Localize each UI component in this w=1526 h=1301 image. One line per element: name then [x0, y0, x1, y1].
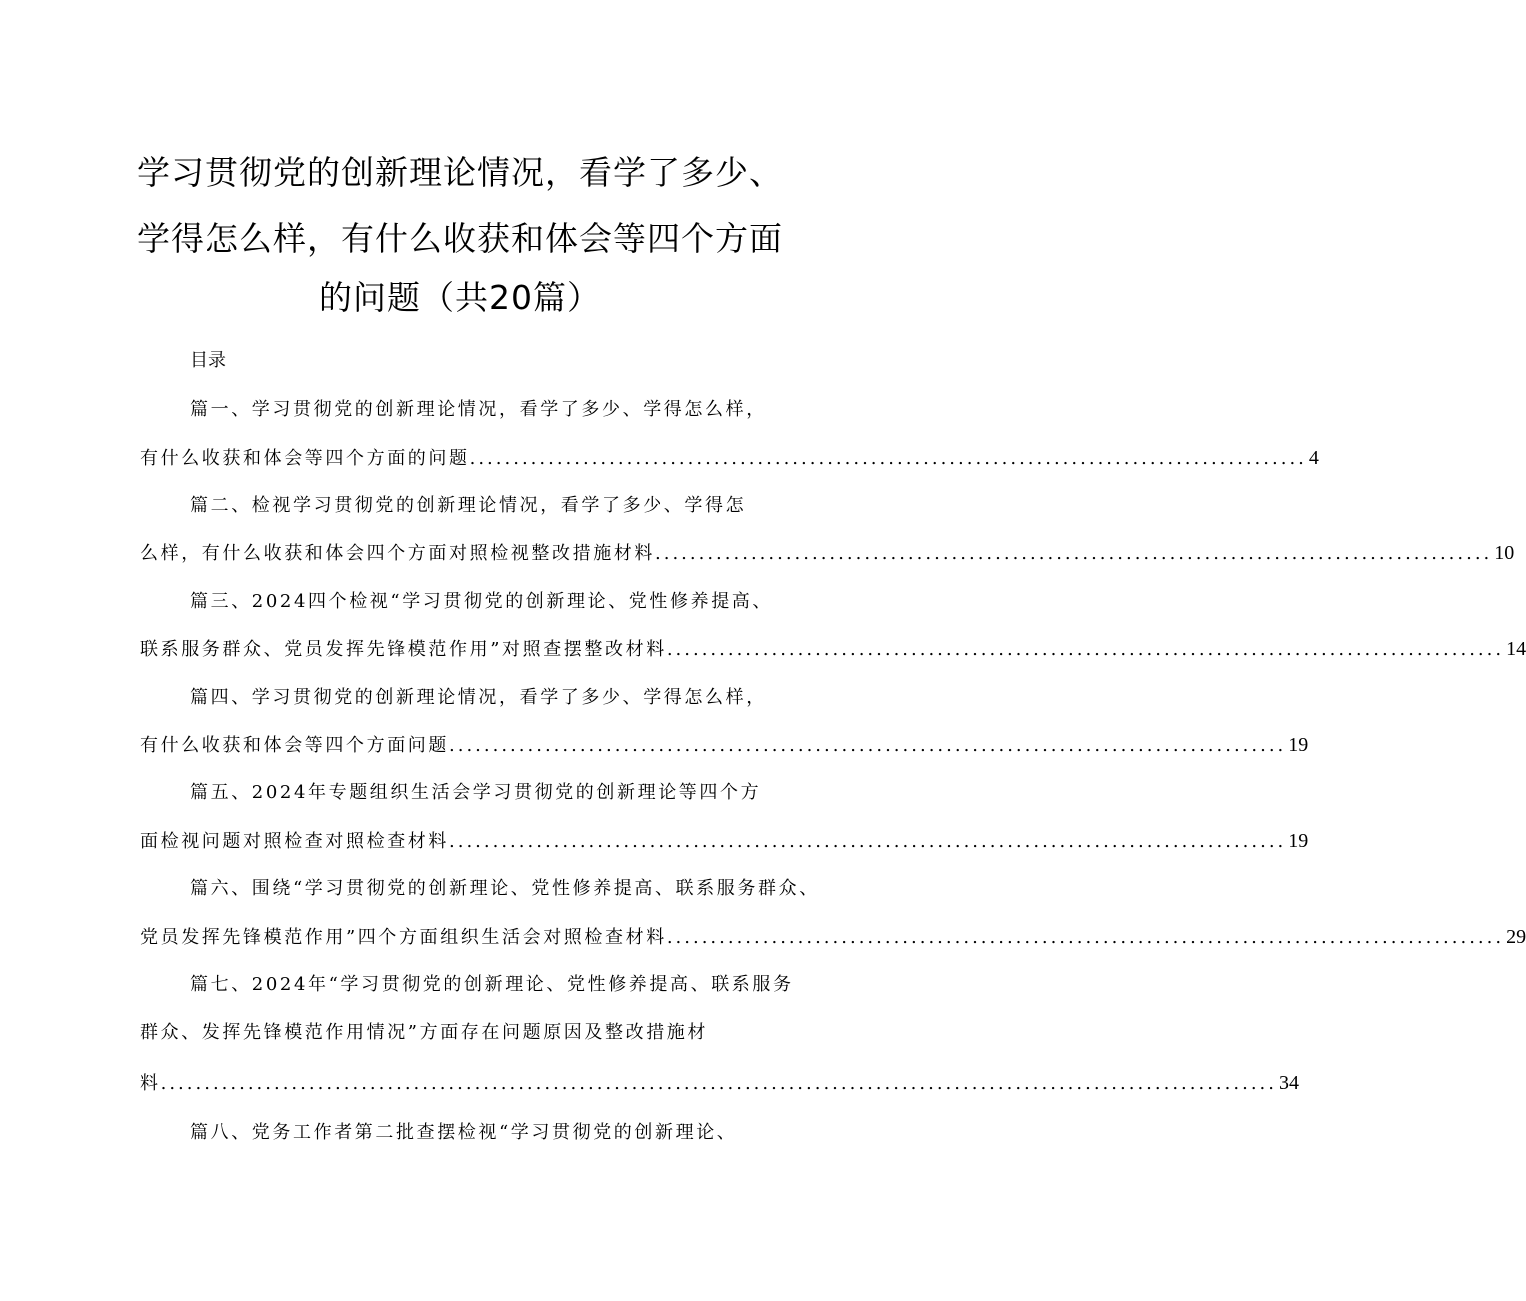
- toc-dot-leader: ................................................................................................: [666, 639, 1505, 660]
- toc-entry-3-line-2[interactable]: [140, 634, 1526, 664]
- document-title-line-2: 学得怎么样，有什么收获和体会等四个方面: [137, 219, 783, 258]
- toc-page-number: 4: [1308, 447, 1319, 469]
- toc-page-number: 19: [1288, 830, 1309, 852]
- toc-entry-7-line-1[interactable]: 篇七、2024年“学习贯彻党的创新理论、党性修养提高、联系服务: [190, 974, 794, 995]
- toc-dot-leader: ................................................................................................................................: [160, 1073, 1277, 1094]
- document-title-line-3: 的问题（共20篇）: [319, 278, 601, 317]
- toc-entry-4-line-1[interactable]: 篇四、学习贯彻党的创新理论情况，看学了多少、学得怎么样，: [190, 687, 767, 708]
- toc-dot-leader: ................................................................................................: [469, 448, 1307, 469]
- toc-entry-text: 么样，有什么收获和体会四个方面对照检视整改措施材料: [140, 543, 655, 564]
- document-title-line-1: 学习贯彻党的创新理论情况，看学了多少、: [137, 153, 783, 192]
- toc-page-number: 10: [1494, 542, 1515, 564]
- toc-entry-8-line-1[interactable]: 篇八、党务工作者第二批查摆检视“学习贯彻党的创新理论、: [190, 1122, 738, 1143]
- toc-entry-4-line-2[interactable]: [140, 730, 1309, 760]
- toc-dot-leader: ................................................................................................: [655, 543, 1493, 564]
- toc-entry-5-line-1[interactable]: 篇五、2024年专题组织生活会学习贯彻党的创新理论等四个方: [190, 782, 762, 803]
- toc-page-number: 19: [1288, 734, 1309, 756]
- toc-entry-text: 联系服务群众、党员发挥先锋模范作用”对照查摆整改材料: [140, 639, 667, 660]
- toc-entry-2-line-1[interactable]: 篇二、检视学习贯彻党的创新理论情况，看学了多少、学得怎: [190, 495, 747, 516]
- toc-entry-text: 料: [140, 1073, 161, 1094]
- toc-entry-2-line-2[interactable]: [140, 538, 1515, 568]
- toc-page-number: 14: [1506, 638, 1526, 660]
- toc-dot-leader: ................................................................................................: [449, 831, 1287, 852]
- toc-entry-text: 面检视问题对照检查对照检查材料: [140, 831, 449, 852]
- toc-entry-5-line-2[interactable]: [140, 826, 1309, 856]
- toc-entry-6-line-2[interactable]: [140, 922, 1526, 952]
- toc-entry-text: 党员发挥先锋模范作用”四个方面组织生活会对照检查材料: [140, 927, 667, 948]
- toc-heading: 目录: [190, 350, 226, 371]
- toc-entry-6-line-1[interactable]: 篇六、围绕“学习贯彻党的创新理论、党性修养提高、联系服务群众、: [190, 878, 820, 899]
- toc-page-number: 34: [1278, 1072, 1299, 1094]
- toc-dot-leader: ................................................................................................: [666, 927, 1505, 948]
- toc-dot-leader: ................................................................................................: [449, 735, 1287, 756]
- toc-page-number: 29: [1506, 926, 1526, 948]
- toc-entry-1-line-2[interactable]: [140, 443, 1319, 473]
- toc-entry-7-line-3[interactable]: [140, 1068, 1299, 1098]
- toc-entry-text: 有什么收获和体会等四个方面问题: [140, 735, 449, 756]
- toc-entry-7-line-2[interactable]: 群众、发挥先锋模范作用情况”方面存在问题原因及整改措施材: [140, 1022, 708, 1043]
- toc-entry-text: 有什么收获和体会等四个方面的问题: [140, 448, 470, 469]
- toc-entry-3-line-1[interactable]: 篇三、2024四个检视“学习贯彻党的创新理论、党性修养提高、: [190, 591, 774, 612]
- toc-entry-1-line-1[interactable]: 篇一、学习贯彻党的创新理论情况，看学了多少、学得怎么样，: [190, 399, 767, 420]
